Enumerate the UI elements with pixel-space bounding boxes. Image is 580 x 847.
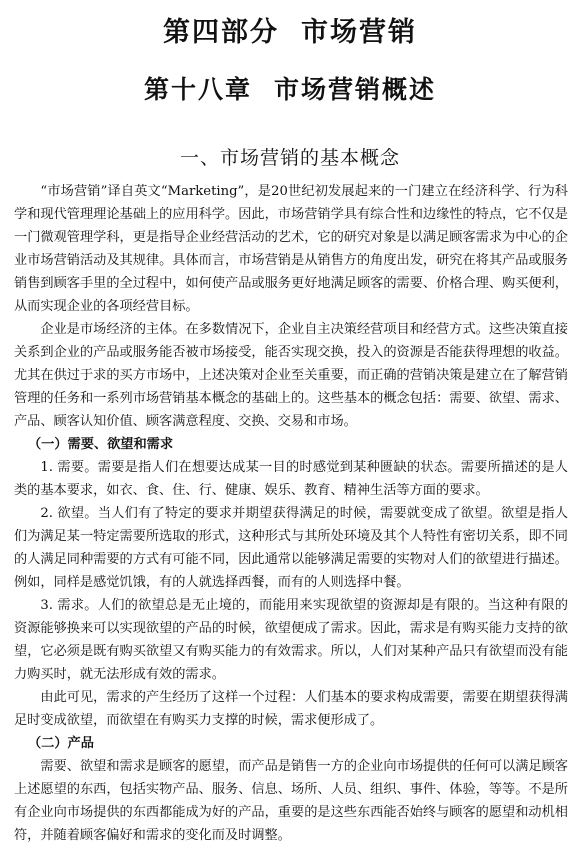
part-title [0,10,580,49]
paragraph: 3. 需求。人们的欲望总是无止境的，而能用来实现欲望的资源却是有限的。当这种有限的资源能够换来可以实现欲望的产品的时候，欲望便成了需求。因此，需求是有购买能力支持的欲望，它必须是既有购买欲望又有购买能力的有效需求。所以，人们对某种产品只有欲望而没有能力购买时，就无法形成有效的需求。 [14,598,568,682]
subheading-needs: （一）需要、欲望和需求 [28,437,174,452]
paragraph: 由此可见，需求的产生经历了这样一个过程：人们基本的要求构成需要，需要在期望获得满足时变成欲望，而欲望在有购买力支撑的时候，需求便形成了。 [14,690,568,728]
paragraph: 1. 需要。需要是指人们在想要达成某一目的时感觉到某种匮缺的状态。需要所描述的是人类的基本要求，如衣、食、住、行、健康、娱乐、教育、精神生活等方面的要求。 [14,460,568,498]
chapter-title [0,70,580,106]
section-title: 一、市场营销的基本概念 [179,147,400,169]
paragraph: 企业是市场经济的主体。在多数情况下，企业自主决策经营项目和经营方式。这些决策直接关系到企业的产品或服务能否被市场接受，能否实现交换，投入的资源是否能获得理想的收益。尤其在供过于求的买方市场中，上述决策对企业至关重要，而正确的营销决策是建立在了解营销管理的任务和一系列市场营销基本概念的基础上的。这些基本的概念包括：需要、欲望、需求、产品、顾客认知价值、顾客满意程度、交换、交易和市场。 [14,322,568,429]
chapter-name: 市场营销概述 [274,75,437,104]
chapter-label: 第十八章 [143,75,252,104]
paragraph: 2. 欲望。当人们有了特定的要求并期望获得满足的时候，需要就变成了欲望。欲望是指人们为满足某一特定需要所选取的形式，这种形式与其所处环境及其个人特性有密切关系，即不同的人满足同种需要的方式有可能不同，因此通常以能够满足需要的实物对人们的欲望进行描述。例如，同样是感觉饥饿，有的人就选择西餐，而有的人则选择中餐。 [14,506,568,590]
body-text [14,180,568,847]
paragraph: “市场营销”译自英文“Marketing”，是20世纪初发展起来的一门建立在经济科学、行为科学和现代管理理论基础上的应用科学。因此，市场营销学具有综合性和边缘性的特点，它不仅是一门微观管理学科，更是指导企业经营活动的艺术，它的研究对象是以满足顾客需求为中心的企业市场营销活动及其规律。具体而言，市场营销是从销售方的角度出发，研究在将其产品或服务销售到顾客手里的全过程中，如何使产品或服务更好地满足顾客的需要、价格合理、购买便利，从而实现企业的各项经营目标。 [14,184,568,314]
part-name: 市场营销 [301,17,417,48]
subheading-product: （二）产品 [28,736,94,751]
part-label: 第四部分 [163,17,279,48]
paragraph: 需要、欲望和需求是顾客的愿望，而产品是销售一方的企业向市场提供的任何可以满足顾客上述愿望的东西，包括实物产品、服务、信息、场所、人员、组织、事件、体验，等等。不是所有企业向市场提供的东西都能成为好的产品，重要的是这些东西能否始终与顾客的愿望和动机相符，并随着顾客偏好和需求的变化而及时调整。 [14,759,568,843]
